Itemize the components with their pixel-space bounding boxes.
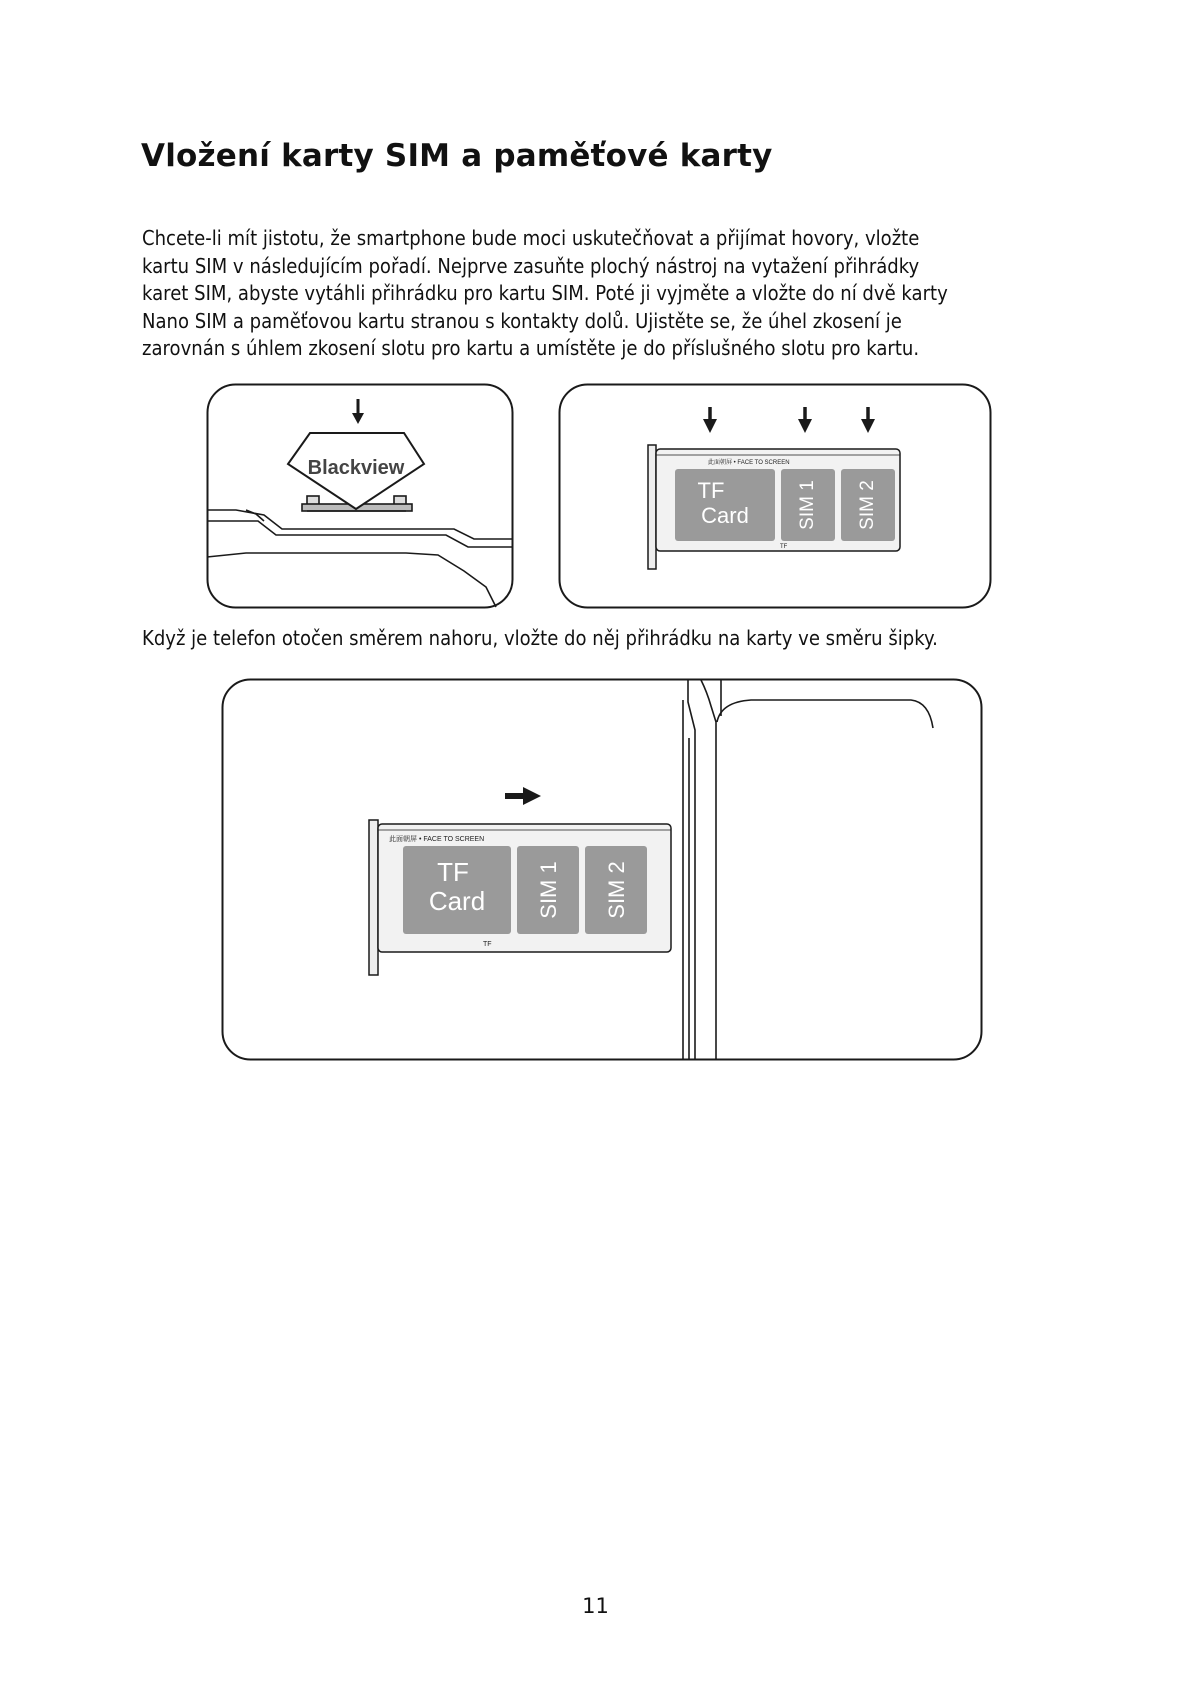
tf-card-icon [675,469,775,541]
tf-card-label: Card [701,503,749,528]
page-number: 11 [582,1594,609,1618]
sim1-label: SIM 1 [797,480,818,530]
sim2-label: SIM 2 [857,480,878,530]
paragraph-line: kartu SIM v následujícím pořadí. Nejprve zasuňte plochý nástroj na vytažení přihrádky [142,253,920,278]
paragraph-line: Nano SIM a paměťovou kartu stranou s kontakty dolů. Ujistěte se, že úhel zkosení je [142,308,902,333]
tool-brand-label: Blackview [307,457,405,479]
sim1-card-icon [781,469,835,541]
tf-card-label: TF [697,478,725,503]
page-title: Vložení karty SIM a paměťové karty [141,138,773,174]
paragraph-line: zarovnán s úhlem zkosení slotu pro kartu a umístěte je do příslušného slotu pro kartu. [142,336,920,361]
tf-card-label: Card [428,886,486,916]
sim2-card-icon [841,469,895,541]
sim2-card-icon [585,846,647,934]
tray-insertion-illustration [221,678,983,1061]
sim2-label: SIM 2 [604,861,629,919]
tray-cards-illustration [558,383,992,609]
ejector-tool-illustration [206,383,514,609]
tray-top-label: 此面朝屏 • FACE TO SCREEN [708,460,790,466]
tray-bottom-mark: TF [483,941,492,948]
instruction-paragraph [142,225,952,363]
paragraph-line: Chcete-li mít jistotu, že smartphone bude moci uskutečňovat a přijímat hovory, vložte [142,226,920,250]
tray-top-label: 此面朝屏 • FACE TO SCREEN [389,836,485,843]
sim1-label: SIM 1 [536,861,561,919]
tf-card-icon [403,846,511,934]
paragraph-line: karet SIM, abyste vytáhli přihrádku pro kartu SIM. Poté ji vyjměte a vložte do ní dvě karty [142,281,948,306]
figure-caption: Když je telefon otočen směrem nahoru, vložte do něj přihrádku na karty ve směru šipky. [142,626,938,650]
sim1-card-icon [517,846,579,934]
tray-bottom-mark: TF [780,544,788,550]
tf-card-label: TF [437,857,469,887]
